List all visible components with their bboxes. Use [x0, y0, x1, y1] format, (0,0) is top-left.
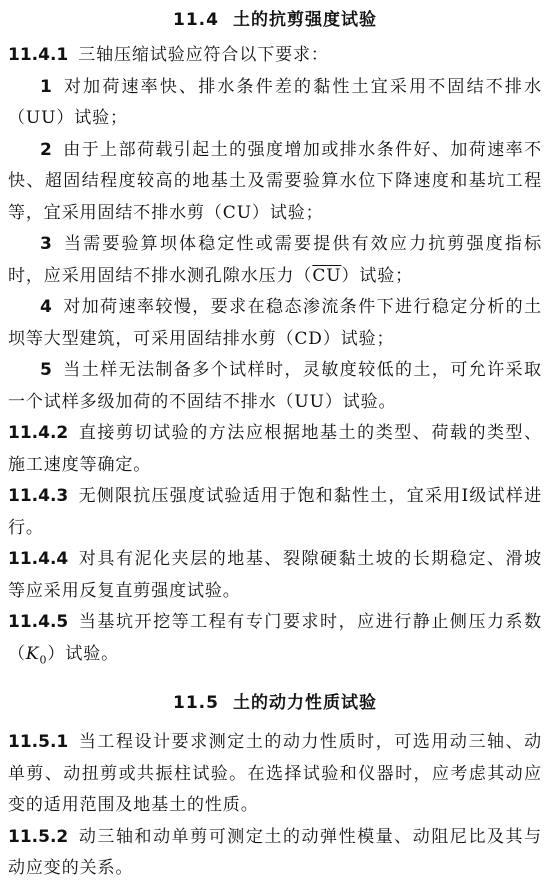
clause-text: 无侧限抗压强度试验适用于饱和黏性土，宜采用Ⅰ级试样进行。	[8, 486, 542, 538]
clause-item-5	[8, 355, 542, 418]
clause-11-4-1	[8, 40, 542, 72]
clause-text: 三轴压缩试验应符合以下要求：	[78, 45, 329, 65]
clause-11-4-4	[8, 544, 542, 607]
clause-item-4	[8, 292, 542, 355]
clause-number: 11.5.1	[8, 732, 69, 753]
clause-number: 11.4.2	[8, 423, 69, 443]
item-number: 3	[40, 234, 53, 254]
clause-text: 当基坑开挖等工程有专门要求时，应进行静止侧压力系数（	[8, 612, 542, 664]
k-subscript: 0	[39, 652, 48, 666]
clause-number: 11.4.4	[8, 549, 69, 569]
item-number: 5	[40, 360, 53, 380]
clause-number: 11.4.5	[8, 612, 69, 632]
item-text: 由于上部荷载引起土的强度增加或排水条件好、加荷速率不快、超固结程度较高的地基土及需要验算水位下降速度和基坑工程等，宜采用固结不排水剪（CU）试验；	[8, 139, 542, 223]
clause-text: 动三轴和动单剪可测定土的动弹性模量、动阻尼比及其与动应变的关系。	[8, 826, 542, 879]
clause-11-4-3	[8, 481, 542, 544]
section-title: 土的抗剪强度试验	[232, 10, 377, 30]
clause-11-4-2	[8, 418, 542, 481]
clause-number: 11.4.1	[8, 45, 69, 65]
clause-number: 11.5.2	[8, 826, 69, 847]
section-number: 11.4	[173, 10, 219, 30]
section-heading-11-4	[8, 6, 542, 34]
item-text: 当土样无法制备多个试样时，灵敏度较低的土，可允许采取一个试样多级加荷的不固结不排水（UU）试验。	[8, 360, 542, 412]
item-number: 1	[40, 76, 53, 97]
item-text: 对加荷速率较慢，要求在稳态渗流条件下进行稳定分析的土坝等大型建筑，可采用固结排水剪（CD）试验；	[8, 297, 542, 349]
k0-symbol	[26, 644, 48, 664]
item-text: 对加荷速率快、排水条件差的黏性土宜采用不固结不排水（UU）试验；	[8, 76, 542, 128]
section-heading-11-5	[8, 689, 542, 717]
clause-11-5-2	[8, 822, 542, 885]
item-number: 2	[40, 139, 53, 160]
clause-text: 直接剪切试验的方法应根据地基土的类型、荷载的类型、施工速度等确定。	[8, 423, 542, 475]
overline-cu-symbol: $\overline{CU}$	[312, 265, 342, 286]
clause-text: 对具有泥化夹层的地基、裂隙硬黏土坡的长期稳定、滑坡等应采用反复直剪强度试验。	[8, 549, 542, 601]
clause-item-1	[8, 72, 542, 135]
item-number: 4	[40, 297, 53, 317]
item-text: 当需要验算坝体稳定性或需要提供有效应力抗剪强度指标时，应采用固结不排水测孔隙水压力（	[8, 234, 542, 286]
clause-item-2	[8, 135, 542, 230]
clause-11-4-5	[8, 607, 542, 675]
item-text-end: ）试验；	[341, 265, 414, 286]
clause-number: 11.4.3	[8, 486, 69, 506]
section-number: 11.5	[173, 693, 219, 714]
k-letter: K	[25, 643, 40, 664]
section-title: 土的动力性质试验	[232, 693, 377, 714]
clause-text-end: ）试验。	[47, 643, 120, 664]
clause-item-3	[8, 229, 542, 292]
clause-text: 当工程设计要求测定土的动力性质时，可选用动三轴、动单剪、动扭剪或共振柱试验。在选择试验和仪器时，应考虑其动应变的适用范围及地基土的性质。	[8, 732, 542, 816]
